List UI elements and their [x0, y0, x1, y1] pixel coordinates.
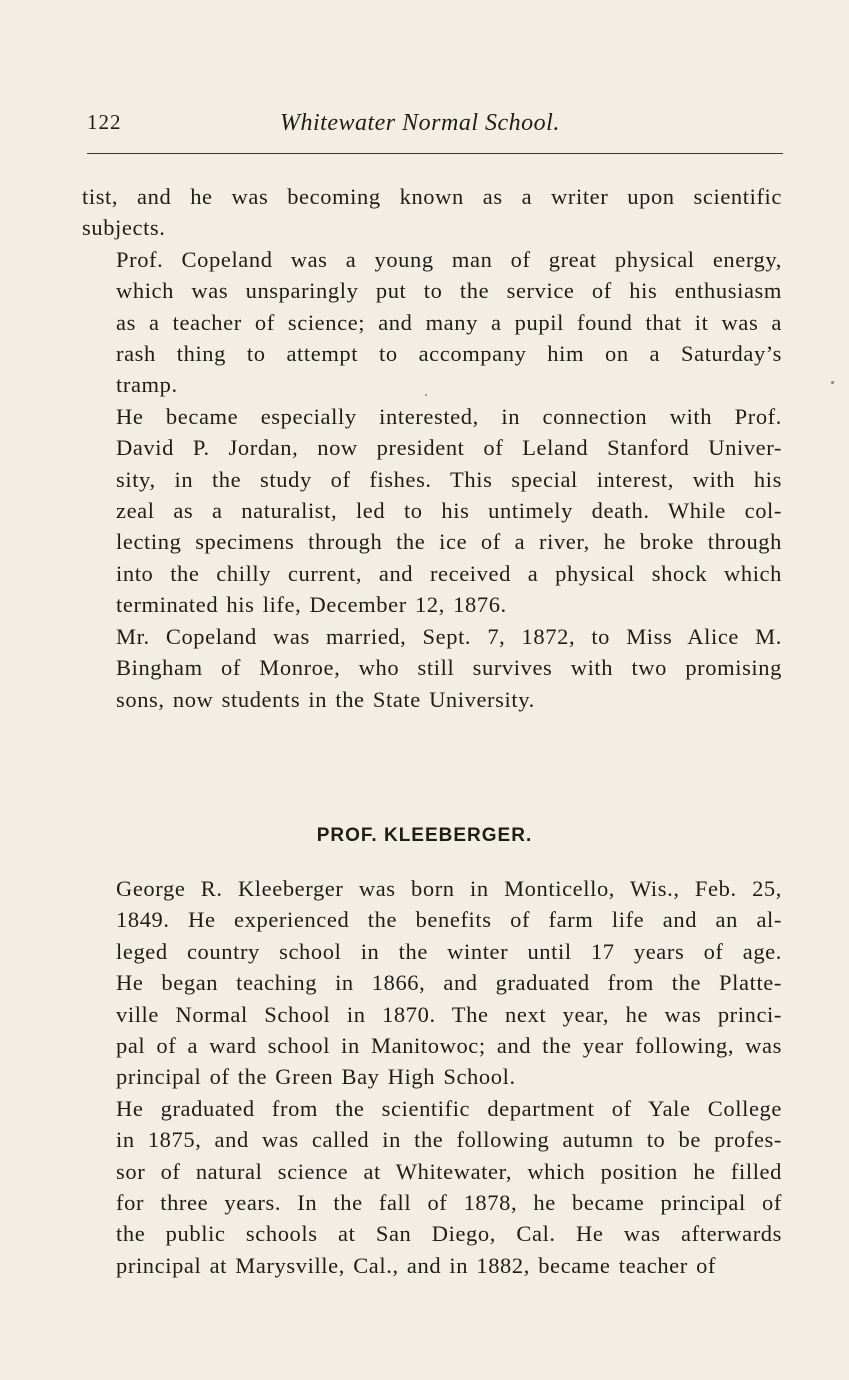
paragraph	[82, 873, 782, 1093]
text-line: for three years. In the fall of 1878, he became principal of	[116, 1190, 782, 1216]
text-line: lecting specimens through the ice of a river, he broke through	[116, 529, 782, 555]
text-line: sor of natural science at Whitewater, which position he filled	[116, 1158, 782, 1184]
text-line: leged country school in the winter until 17 years of age.	[116, 938, 782, 964]
text-line: tramp.	[116, 372, 178, 398]
text-line: He began teaching in 1866, and graduated from the Platte-	[116, 970, 782, 996]
paragraph	[82, 181, 782, 244]
paper-speck	[831, 381, 834, 384]
header-rule	[87, 153, 783, 154]
text-line: terminated his life, December 12, 1876.	[116, 592, 507, 618]
text-line: 1849. He experienced the benefits of farm life and an al-	[116, 907, 782, 933]
text-line: David P. Jordan, now president of Leland Stanford Univer-	[116, 435, 782, 461]
text-line: Mr. Copeland was married, Sept. 7, 1872, to Miss Alice M.	[116, 623, 782, 649]
text-line: principal at Marysville, Cal., and in 1882, became teacher of	[116, 1252, 717, 1278]
text-line: George R. Kleeberger was born in Monticello, Wis., Feb. 25,	[116, 876, 782, 901]
paragraph	[82, 401, 782, 621]
paragraph	[82, 621, 782, 715]
text-line: which was unsparingly put to the service of his enthusiasm	[116, 278, 782, 304]
paragraph	[82, 244, 782, 401]
copeland-section	[82, 181, 782, 715]
text-line: zeal as a naturalist, led to his untimely death. While col-	[116, 498, 782, 524]
text-line: Prof. Copeland was a young man of great physical energy,	[116, 246, 782, 272]
paper-speck	[425, 394, 427, 396]
text-line: ville Normal School in 1870. The next year, he was princi-	[116, 1001, 782, 1027]
text-line: rash thing to attempt to accompany him on a Saturday’s	[116, 341, 782, 367]
section-heading: PROF. KLEEBERGER.	[316, 825, 533, 846]
page-number: 122	[87, 110, 122, 134]
text-line: sons, now students in the State University.	[116, 686, 535, 712]
text-line: subjects.	[82, 215, 166, 241]
text-line: sity, in the study of fishes. This special interest, with his	[116, 466, 782, 492]
text-line: pal of a ward school in Manitowoc; and the year following, was	[116, 1033, 782, 1059]
text-line: into the chilly current, and received a physical shock which	[116, 560, 782, 586]
text-line: as a teacher of science; and many a pupil found that it was a	[116, 309, 782, 335]
text-line: He became especially interested, in connection with Prof.	[116, 403, 782, 429]
kleeberger-section	[82, 873, 782, 1281]
text-line: principal of the Green Bay High School.	[116, 1064, 516, 1090]
running-title: Whitewater Normal School.	[280, 110, 560, 136]
text-line: in 1875, and was called in the following autumn to be profes-	[116, 1127, 782, 1153]
text-line: tist, and he was becoming known as a writer upon scientific	[82, 184, 782, 209]
text-line: the public schools at San Diego, Cal. He was afterwards	[116, 1221, 782, 1247]
running-header	[87, 110, 783, 144]
text-line: Bingham of Monroe, who still survives with two promising	[116, 655, 782, 681]
paragraph	[82, 1093, 782, 1281]
text-line: He graduated from the scientific department of Yale College	[116, 1095, 782, 1121]
